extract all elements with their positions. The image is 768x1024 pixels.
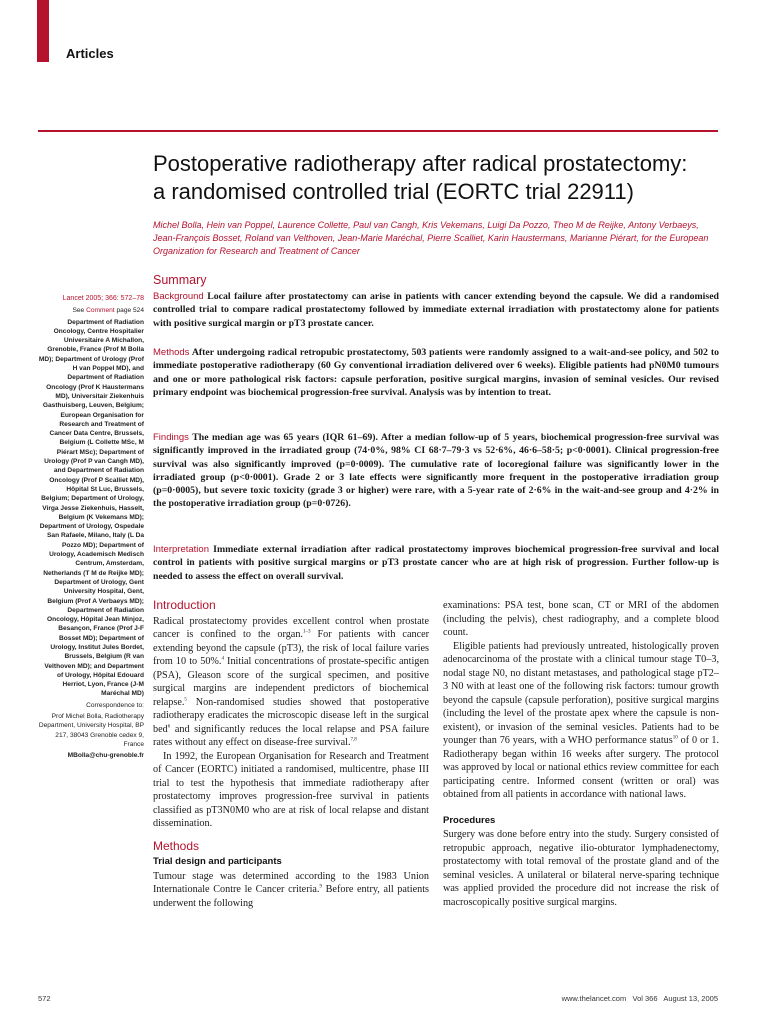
reference-marker: 6 <box>167 724 171 730</box>
header-accent-bar <box>37 0 49 62</box>
comment-link[interactable]: Comment <box>86 307 115 315</box>
reference-marker: 10 <box>672 735 678 741</box>
intro-paragraph-2: In 1992, the European Organisation for Research and Treatment of Cancer (EORTC) initiated a randomised, multicentre, phase III trial to test the hypothesis that immediate radiotherapy after prostatectomy improves progression-free survival in patients classified as pT3N0M0 who are at risk of local relapse and distant dissemination. <box>153 750 429 829</box>
trial-text: Before entry, all patients underwent the following <box>153 884 429 909</box>
see-suffix: page 524 <box>114 307 144 315</box>
procedures-heading: Procedures <box>443 814 496 826</box>
body-column-left <box>153 599 429 910</box>
see-comment <box>38 306 144 315</box>
trial-text: Tumour stage was determined according to the 1983 Union Internationale Contre le Cancer criteria. <box>153 870 429 895</box>
correspondence-email[interactable]: MBolla@chu-grenoble.fr <box>67 752 144 760</box>
reference-marker: 7,8 <box>350 737 357 743</box>
eligibility-paragraph <box>443 640 719 802</box>
eligibility-text: Eligible patients had previously untreated, histologically proven adenocarcinoma of the prostate with a clinical tumour stage T0–3, nodal stage N0, no distant metastases, and pathological stage pT2–3 N0 with at least one of the following risk factors: tumour growth beyond the capsule (capsule perforation), positive surgical margins (including the level of the prostate apex where the capsule is non-existent), or invasion of the seminal vesicles. Patients had to be younger than 76 years, with a WHO performance status <box>443 640 719 746</box>
abstract-findings <box>153 431 719 511</box>
eligibility-text: of 0 or 1. Radiotherapy began within 16 weeks after surgery. The protocol was approved by local or national ethics review committee for each participating centre. Informed consent (written or oral) was obtained from all patients in accordance with national laws. <box>443 735 719 800</box>
introduction-heading: Introduction <box>153 598 216 612</box>
intro-text: and significantly reduces the local relapse and PSA failure rates without any effect on disease-free survival. <box>153 723 429 748</box>
section-label: Articles <box>66 46 114 61</box>
affiliations: Department of Radiation Oncology, Centre Hospitalier Universitaire A Michallon, Grenoble, France (Prof M Bolla MD); Department of Urology (Prof H van Poppel MD), and Department of Radiation Oncology (Prof K Haustermans MD), Universitair Ziekenhuis Gasthuisberg, Leuven, Belgium; European Organisation for Research and Treatment of Cancer Data Centre, Brussels, Belgium (L Collette MSc, M Piérart MSc); Department of Urology (Prof P van Cangh MD), and Department of Radiation Oncology (Prof P Scalliet MD), Hôpital St Luc, Brussels, Belgium; Department of Urology, Virga Jesse Ziekenhuis, Hasselt, Belgium (K Vekemans MD); Department of Urology, Ospedale San Rafaele, Milano, Italy (L Da Pozzo MD); Department of Urology, Academisch Medisch Centrum, Amsterdam, Netherlands (T M de Reijke MD); Department of Urology, Gent University Hospital, Gent, Belgium (Prof A Verbaeys MD); Department of Radiation Oncology, Hôpital Jean Minjoz, Besançon, France (Prof J-F Bosset MD); Department of Urology, Institut Jules Bordet, Brussels, Belgium (R van Velthoven MD); and Department of Urology, Hôpital Edouard Herriot, Lyon, France (J-M Maréchal MD) <box>38 318 144 698</box>
trial-paragraph <box>153 870 429 911</box>
sidebar <box>38 294 144 763</box>
procedures-paragraph: Surgery was done before entry into the study. Surgery consisted of retropubic approach, negative ilio-obturator lymphadenectomy, prostatectomy with total removal of the prostate gland and of the seminal vesicles. A unilateral or bilateral nerve-sparing technique was applied provided the procedure did not increase the risk of macroscopically positive surgical margins. <box>443 829 719 908</box>
interpretation-text: Immediate external irradiation after radical prostatectomy improves biochemical progression-free survival and local control in patients with positive surgical margins or pT3 prostate cancer who are at high risk of progression. Further follow-up is needed to assess the effect on overall survival. <box>153 544 719 582</box>
reference-marker: 1–3 <box>302 629 311 635</box>
background-label: Background <box>153 291 204 302</box>
intro-text: Radical prostatectomy provides excellent control when prostate cancer is confined to the organ. <box>153 615 429 640</box>
intro-text: For patients with cancer extending beyond the capsule (pT3), the risk of local failure varies from 10 to 50%. <box>153 629 430 667</box>
title-line-1: Postoperative radiotherapy after radical prostatectomy: <box>153 151 688 176</box>
methods-label: Methods <box>153 347 190 358</box>
interpretation-label: Interpretation <box>153 544 209 555</box>
reference-marker: 4 <box>221 656 224 662</box>
intro-text: Initial concentrations of prostate-specific antigen (PSA), Gleason score of the surgical specimen, and positive surgical margins are independent predictors of biochemical relapse. <box>153 656 429 708</box>
correspondence-label: Correspondence to: <box>86 701 144 709</box>
intro-paragraph-1 <box>153 615 429 750</box>
header-divider <box>38 130 718 132</box>
footer-info <box>562 994 718 1003</box>
correspondence-address: Prof Michel Bolla, Radiotherapy Department, University Hospital, BP 217, 38043 Grenoble cedex 9, France <box>38 713 144 748</box>
intro-text: Non-randomised studies showed that postoperative radiotherapy eradicates the microscopic disease left in the surgical bed <box>153 696 429 735</box>
abstract-methods <box>153 346 719 399</box>
summary-heading: Summary <box>153 273 207 287</box>
abstract-background <box>153 290 719 330</box>
title-line-2: a randomised controlled trial (EORTC trial 22911) <box>153 179 634 204</box>
reference-marker: 5 <box>184 697 187 703</box>
citation: Lancet 2005; 366: 572–78 <box>62 295 144 302</box>
footer-date: August 13, 2005 <box>663 994 718 1003</box>
trial-design-heading: Trial design and participants <box>153 856 282 867</box>
footer-volume: Vol 366 <box>632 994 658 1003</box>
see-prefix: See <box>72 307 87 315</box>
findings-label: Findings <box>153 432 189 443</box>
findings-text: The median age was 65 years (IQR 61–69). After a median follow-up of 5 years, biochemical progression-free survival was significantly improved in the irradiated group (74·0%, 98% CI 68·7–79·3 vs 52·6%, 46·6–58·5; p<0·0001). Clinical progression-free survival was also significantly improved (p=0·0009). The cumulative rate of locoregional failure was significantly lower in the irradiated group (p<0·0001). Grade 2 or 3 late effects were significantly more frequent in the postoperative irradiation group (p=0·0005), but severe toxic toxicity (grade 3 or higher) were rare, with a 5-year rate of 2·6% in the wait-and-see group and 4·2% in the postoperative irradiation group (p=0·0726). <box>153 432 719 510</box>
methods-heading: Methods <box>153 838 200 853</box>
article-title <box>153 150 713 206</box>
body-column-right <box>443 599 719 909</box>
methods-text: After undergoing radical retropubic prostatectomy, 503 patients were randomly assigned to a wait-and-see policy, and 502 to immediate postoperative radiotherapy (60 Gy conventional irradiation delivered over 6 weeks). Eligible patients had pN0M0 tumours and one or more pathological risk factors: capsule perforation, positive surgical margins, invasion of seminal vesicles. Our revised primary endpoint was biochemical progression-free survival. Analysis was by intention to treat. <box>153 347 719 398</box>
page-number: 572 <box>38 994 51 1003</box>
abstract-interpretation <box>153 543 719 583</box>
reference-marker: 9 <box>319 884 322 890</box>
examinations-paragraph: examinations: PSA test, bone scan, CT or MRI of the abdomen (including the pelvis), chest radiography, and a complete blood count. <box>443 600 719 638</box>
footer-site[interactable]: www.thelancet.com <box>561 994 627 1003</box>
background-text: Local failure after prostatectomy can arise in patients with cancer extending beyond the capsule. We did a randomised controlled trial to compare radical prostatectomy followed by immediate external irradiation with prostatectomy alone for patients with positive surgical margin or pT3 prostate cancer. <box>153 291 720 329</box>
author-list: Michel Bolla, Hein van Poppel, Laurence Collette, Paul van Cangh, Kris Vekemans, Luigi Da Pozzo, Theo M de Reijke, Antony Verbaeys, Jean-François Bosset, Roland van Velthoven, Jean-Marie Maréchal, Pierre Scalliet, Karin Haustermans, Marianne Piérart, for the European Organization for Research and Treatment of Cancer <box>153 220 709 256</box>
